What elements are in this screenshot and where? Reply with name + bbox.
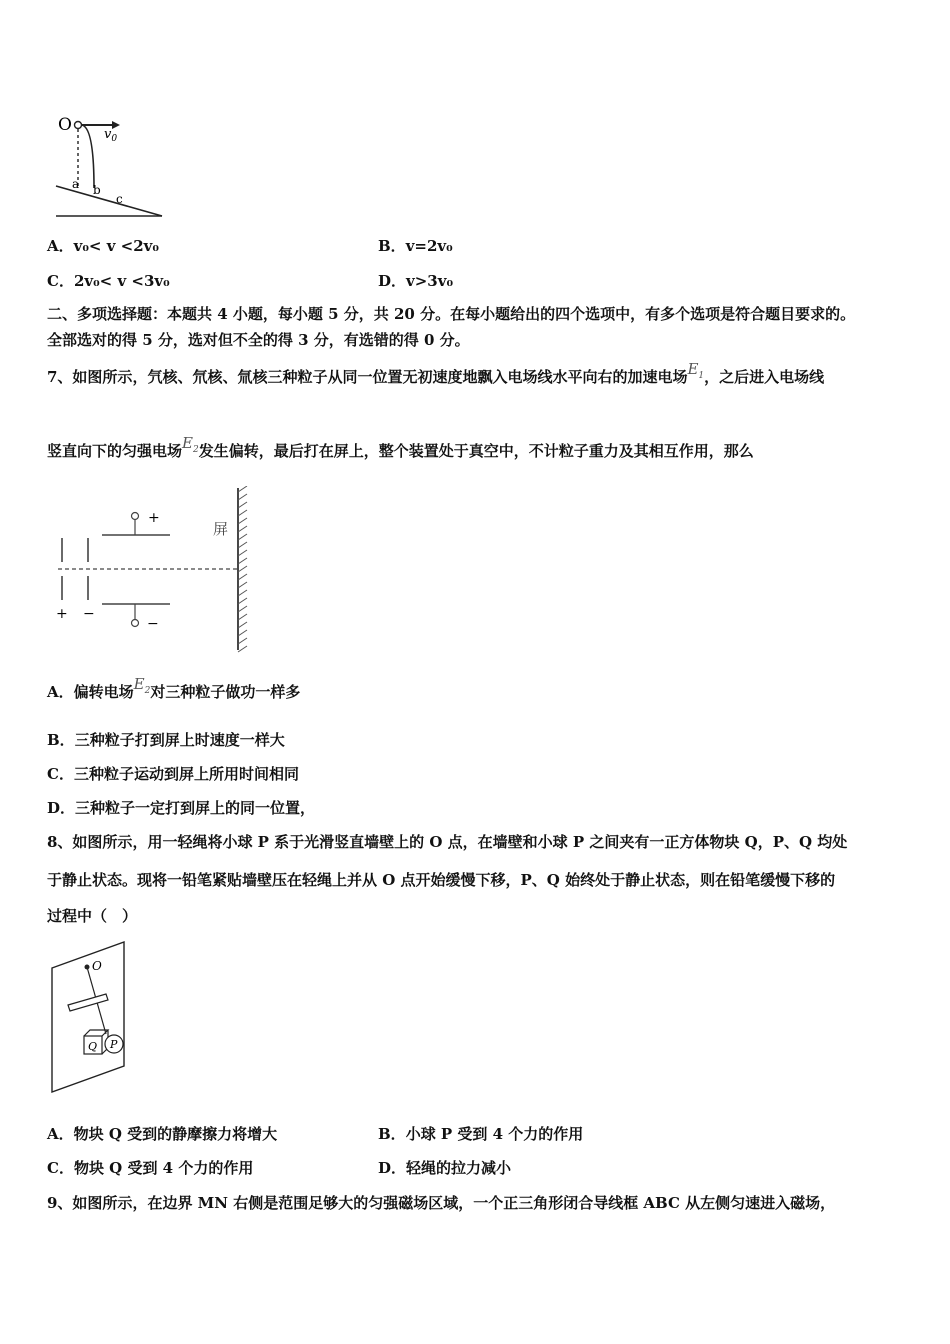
- q7-figure: [50, 486, 255, 654]
- option-text: v=2v₀: [405, 237, 453, 255]
- q8-figure: [44, 938, 144, 1096]
- terminal-bottom: [132, 620, 139, 627]
- trajectory-curve: [82, 125, 94, 188]
- q7-label-plus-left: +: [56, 606, 68, 622]
- option-text: v₀< v <2v₀: [73, 237, 159, 255]
- q6-label-a: a: [72, 177, 80, 191]
- section2-heading-line1: 二、多项选择题：本题共 4 小题，每小题 5 分，共 20 分。在每小题给出的四个选项中，有多个选项是符合题目要求的。: [47, 305, 856, 323]
- option-text: v>3v₀: [406, 272, 454, 290]
- q6-label-c: c: [116, 192, 123, 206]
- wall-plane: [52, 942, 124, 1092]
- q8-option-c[interactable]: C．物块 Q 受到 4 个力的作用: [47, 1159, 254, 1177]
- option-letter: D．: [378, 272, 407, 290]
- q6-figure: [50, 108, 170, 224]
- q6-label-b: b: [93, 183, 101, 197]
- q7-option-a[interactable]: A．偏转电场$E_2$对三种粒子做功一样多: [47, 675, 301, 701]
- q7-label-minus-left: −: [83, 606, 95, 622]
- q8-option-b[interactable]: B．小球 P 受到 4 个力的作用: [378, 1125, 584, 1143]
- q9-stem-line1: 9、如图所示，在边界 MN 右侧是范围足够大的匀强磁场区域，一个正三角形闭合导线框 ABC 从左侧匀速进入磁场，: [47, 1194, 836, 1212]
- q6-option-d[interactable]: [378, 271, 453, 291]
- q6-label-origin: O: [58, 115, 72, 135]
- q7-option-b[interactable]: B．三种粒子打到屏上时速度一样大: [47, 731, 285, 749]
- q7-stem-line2: 竖直向下的匀强电场$E_2$发生偏转，最后打在屏上，整个装置处于真空中，不计粒子重力及其相互作用，那么: [47, 434, 754, 460]
- q7-label-screen: 屏: [213, 520, 229, 538]
- option-text: 2v₀< v <3v₀: [73, 272, 170, 290]
- screen-hatching: [238, 486, 247, 652]
- q8-stem-line3: 过程中（ ）: [47, 907, 138, 925]
- e2-symbol: $E_2$: [182, 434, 199, 455]
- option-letter: C．: [47, 272, 74, 290]
- q6-label-velocity: $v_0$: [104, 127, 118, 144]
- q7-label-minus-bottom: −: [147, 616, 159, 632]
- q6-option-c[interactable]: [47, 271, 170, 291]
- q8-label-p: P: [110, 1038, 118, 1051]
- q8-label-q: Q: [88, 1040, 98, 1053]
- option-letter: A．: [47, 237, 74, 255]
- q8-label-o: O: [92, 959, 102, 973]
- q8-option-a[interactable]: A．物块 Q 受到的静摩擦力将增大: [47, 1125, 278, 1143]
- q8-stem-line1: 8、如图所示，用一轻绳将小球 P 系于光滑竖直墙壁上的 O 点，在墙壁和小球 P 之间夹有一正方体物块 Q，P、Q 均处: [47, 833, 848, 851]
- e2-symbol: $E_2$: [133, 675, 151, 696]
- option-letter: B．: [378, 237, 406, 255]
- q7-option-d[interactable]: D．三种粒子一定打到屏上的同一位置，: [47, 799, 316, 817]
- q7-stem-line1: 7、如图所示，氕核、氘核、氚核三种粒子从同一位置无初速度地飘入电场线水平向右的加速电场$E_1$，之后进入电场线: [47, 360, 825, 386]
- section2-heading-line2: 全部选对的得 5 分，选对但不全的得 3 分，有选错的得 0 分。: [47, 331, 470, 349]
- q6-option-a[interactable]: [47, 236, 159, 256]
- pencil: [68, 994, 108, 1011]
- q8-option-d[interactable]: D．轻绳的拉力减小: [378, 1159, 512, 1177]
- q8-stem-line2: 于静止状态。现将一铅笔紧贴墙壁压在轻绳上并从 O 点开始缓慢下移，P、Q 始终处于静止状态，则在铅笔缓慢下移的: [47, 871, 836, 889]
- e1-symbol: $E_1$: [687, 360, 705, 381]
- q7-option-c[interactable]: C．三种粒子运动到屏上所用时间相同: [47, 765, 299, 783]
- q6-option-b[interactable]: [378, 236, 453, 256]
- q7-label-plus-top: +: [148, 510, 160, 526]
- terminal-top: [132, 513, 139, 520]
- launch-point: [75, 122, 82, 129]
